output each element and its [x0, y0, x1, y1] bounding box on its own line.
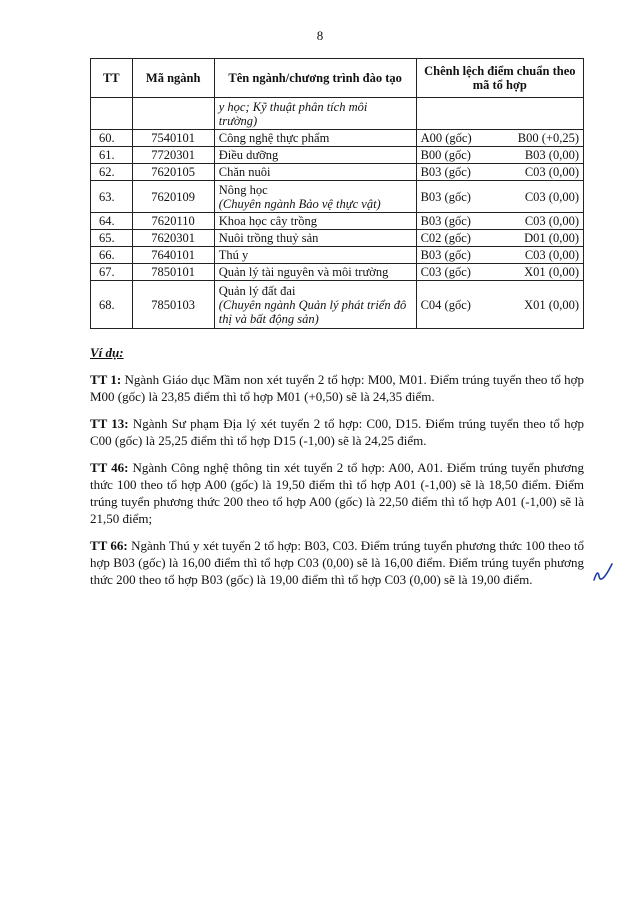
cell-alt-combo: D01 (0,00) [504, 230, 584, 247]
cell-tt: 63. [91, 181, 133, 213]
cell-base-combo: B03 (gốc) [416, 247, 504, 264]
program-specialization-line-1: (Chuyên ngành Quản lý phát triển đô [218, 297, 407, 312]
cell-alt-combo: C03 (0,00) [504, 164, 584, 181]
table-row [91, 247, 584, 264]
program-specialization-line-2: thị và bất động sản) [218, 311, 319, 326]
example-paragraph [90, 415, 584, 449]
program-name: Quản lý đất đai [218, 283, 296, 298]
example-lead: TT 1: [90, 372, 122, 387]
page-number: 8 [316, 28, 324, 43]
cell-base-combo: C02 (gốc) [416, 230, 504, 247]
cell-base-combo: B03 (gốc) [416, 213, 504, 230]
table-row-continuation [91, 98, 584, 130]
cell-base-combo: C03 (gốc) [416, 264, 504, 281]
table-row [91, 130, 584, 147]
continuation-line-1: y học; Kỹ thuật phân tích môi [218, 99, 368, 114]
cell-alt-combo: C03 (0,00) [504, 213, 584, 230]
header-deviation: Chênh lệch điểm chuẩn theo mã tổ hợp [416, 59, 583, 98]
header-tt: TT [91, 59, 133, 98]
example-text: Ngành Sư phạm Địa lý xét tuyển 2 tổ hợp: C00, D15. Điểm trúng tuyển theo tổ hợp C00 (gốc) là 25,25 điểm thì tổ hợp D15 (-1,00) sẽ là 24,25 điểm. [90, 416, 584, 448]
cell-code: 7620109 [132, 181, 214, 213]
cell-name: Quản lý tài nguyên và môi trường [214, 264, 416, 281]
cell-tt: 62. [91, 164, 133, 181]
continuation-cell [214, 98, 416, 130]
cell-tt: 65. [91, 230, 133, 247]
cell-name: Thú y [214, 247, 416, 264]
table-row [91, 281, 584, 329]
program-specialization: (Chuyên ngành Bảo vệ thực vật) [218, 196, 381, 211]
table-row [91, 264, 584, 281]
example-lead: TT 13: [90, 416, 129, 431]
table-row [91, 230, 584, 247]
cell-name: Công nghệ thực phẩm [214, 130, 416, 147]
cell-name: Khoa học cây trồng [214, 213, 416, 230]
cell-name [214, 181, 416, 213]
cell-name: Nuôi trồng thuỷ sản [214, 230, 416, 247]
cell-alt-combo: X01 (0,00) [504, 281, 584, 329]
cell-base-combo: C04 (gốc) [416, 281, 504, 329]
cell-alt-combo: X01 (0,00) [504, 264, 584, 281]
example-text: Ngành Thú y xét tuyển 2 tổ hợp: B03, C03. Điểm trúng tuyển phương thức 100 theo tổ hợp B03 (gốc) là 16,00 điểm thì tổ hợp C03 (0,00) sẽ là 16,00 điểm. Điểm trúng tuyển phương thức 200 theo tổ hợp B03 (gốc) là 19,00 điểm thì tổ hợp C03 (0,00) sẽ là 19,00 điểm. [90, 538, 584, 587]
cell-alt-combo: C03 (0,00) [504, 247, 584, 264]
cell-base-combo: B00 (gốc) [416, 147, 504, 164]
example-paragraph [90, 371, 584, 405]
table-row [91, 147, 584, 164]
cell-tt: 60. [91, 130, 133, 147]
table-row [91, 164, 584, 181]
cell-tt: 61. [91, 147, 133, 164]
examples-label: Ví dụ: [90, 345, 124, 360]
handwritten-initial-mark [590, 560, 616, 586]
cell-tt: 68. [91, 281, 133, 329]
cell-code: 7640101 [132, 247, 214, 264]
example-paragraph [90, 537, 584, 588]
cell-tt: 66. [91, 247, 133, 264]
example-lead: TT 66: [90, 538, 128, 553]
cell-tt: 67. [91, 264, 133, 281]
cell-alt-combo: B00 (+0,25) [504, 130, 584, 147]
example-lead: TT 46: [90, 460, 129, 475]
example-text: Ngành Công nghệ thông tin xét tuyển 2 tổ hợp: A00, A01. Điểm trúng tuyển phương thức 100 theo tổ hợp A00 (gốc) là 19,50 điểm thì tổ hợp A01 (-1,00) sẽ là 18,50 điểm. Điểm trúng tuyển phương thức 200 theo tổ hợp A00 (gốc) là 22,50 điểm thì tổ hợp A01 (-1,00) sẽ là 21,50 điểm; [90, 460, 585, 526]
cell-code: 7620301 [132, 230, 214, 247]
cell-base-combo: A00 (gốc) [416, 130, 504, 147]
table-header-row [91, 59, 584, 98]
cell-base-combo: B03 (gốc) [416, 164, 504, 181]
header-code: Mã ngành [132, 59, 214, 98]
cell-name [214, 281, 416, 329]
cell-alt-combo: B03 (0,00) [504, 147, 584, 164]
score-deviation-table [90, 58, 584, 329]
example-paragraph [90, 459, 584, 527]
table-row [91, 181, 584, 213]
cell-code: 7620110 [132, 213, 214, 230]
cell-code: 7540101 [132, 130, 214, 147]
program-name: Nông học [218, 182, 268, 197]
header-name: Tên ngành/chương trình đào tạo [214, 59, 416, 98]
cell-name: Điều dưỡng [214, 147, 416, 164]
example-text: Ngành Giáo dục Mầm non xét tuyển 2 tổ hợp: M00, M01. Điểm trúng tuyển theo tổ hợp M00 (gốc) là 23,85 điểm thì tổ hợp M01 (+0,50) sẽ là 24,35 điểm. [90, 372, 584, 404]
cell-alt-combo: C03 (0,00) [504, 181, 584, 213]
cell-code: 7620105 [132, 164, 214, 181]
continuation-line-2: trường) [218, 113, 258, 128]
cell-name: Chăn nuôi [214, 164, 416, 181]
cell-base-combo: B03 (gốc) [416, 181, 504, 213]
examples-section [90, 344, 584, 598]
cell-tt: 64. [91, 213, 133, 230]
cell-code: 7850101 [132, 264, 214, 281]
cell-code: 7720301 [132, 147, 214, 164]
cell-code: 7850103 [132, 281, 214, 329]
table-row [91, 213, 584, 230]
